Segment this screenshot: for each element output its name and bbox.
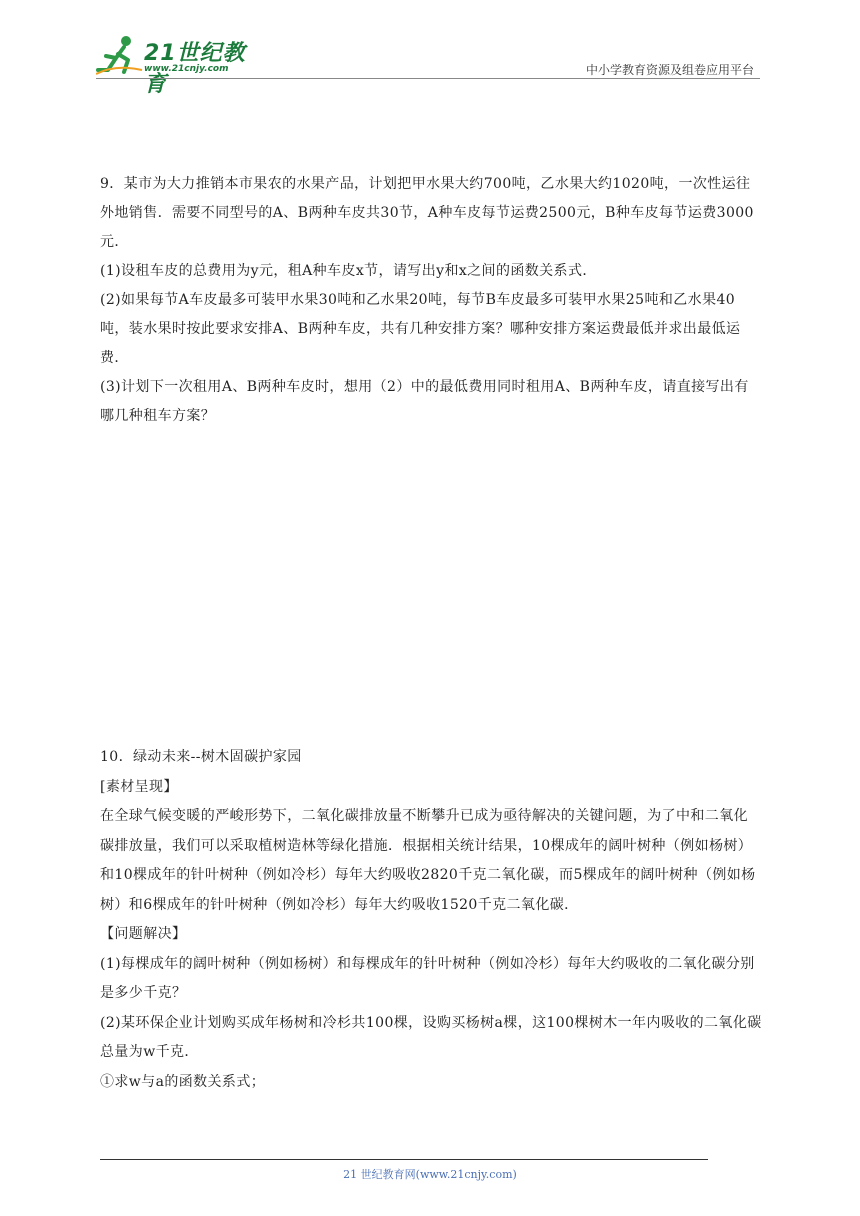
header-divider	[96, 78, 760, 79]
logo-text: 21世纪教育	[144, 41, 246, 97]
q9-part2: (2)如果每节A车皮最多可装甲水果30吨和乙水果20吨，每节B车皮最多可装甲水果25吨和乙水果40吨，装水果时按此要求安排A、B两种车皮，共有几种安排方案？哪种安排方案运费最低并求出最低运费．	[100, 292, 741, 366]
q10-material-text: 在全球气候变暖的严峻形势下，二氧化碳排放量不断攀升已成为亟待解决的关键问题，为了中和二氧化碳排放量，我们可以采取植树造林等绿化措施．根据相关统计结果，10棵成年的阔叶树种（例如杨树）和10棵成年的针叶树种（例如冷杉）每年大约吸收2820千克二氧化碳，而5棵成年的阔叶树种（例如杨树）和6棵成年的针叶树种（例如冷杉）每年大约吸收1520千克二氧化碳．	[100, 808, 756, 913]
q9-part1: (1)设租车皮的总费用为y元，租A种车皮x节，请写出y和x之间的函数关系式．	[100, 263, 597, 279]
q10-section-material: [素材呈现】	[100, 778, 178, 795]
q10-section-problem: 【问题解决】	[100, 926, 187, 942]
page-footer: 21 世纪教育网(www.21cnjy.com)	[343, 1168, 517, 1181]
question-10	[100, 743, 762, 1097]
site-logo	[96, 34, 266, 97]
runner-logo-icon	[96, 34, 146, 78]
footer-divider	[100, 1159, 708, 1160]
q10-part1: (1)每棵成年的阔叶树种（例如杨树）和每棵成年的针叶树种（例如冷杉）每年大约吸收的二氧化碳分别是多少千克？	[100, 955, 755, 1001]
question-9	[100, 170, 762, 431]
header-tagline: 中小学教育资源及组卷应用平台	[585, 63, 754, 77]
page-header	[0, 0, 860, 97]
q10-title: 10．绿动未来--树木固碳护家园	[100, 749, 302, 765]
q10-part2-sub1: ①求w与a的函数关系式；	[100, 1073, 266, 1090]
q10-part2: (2)某环保企业计划购买成年杨树和冷杉共100棵，设购买杨树a棵，这100棵树木一年内吸收的二氧化碳总量为w千克．	[100, 1014, 762, 1060]
q9-part3: (3)计划下一次租用A、B两种车皮时，想用（2）中的最低费用同时租用A、B两种车皮，请直接写出有哪几种租车方案？	[100, 379, 749, 424]
logo-url: www.21cnjy.com	[144, 64, 229, 74]
q9-stem: 9．某市为大力推销本市果农的水果产品，计划把甲水果大约700吨，乙水果大约1020吨，一次性运往外地销售．需要不同型号的A、B两种车皮共30节，A种车皮每节运费2500元，B种车皮每节运费3000元．	[100, 176, 754, 250]
